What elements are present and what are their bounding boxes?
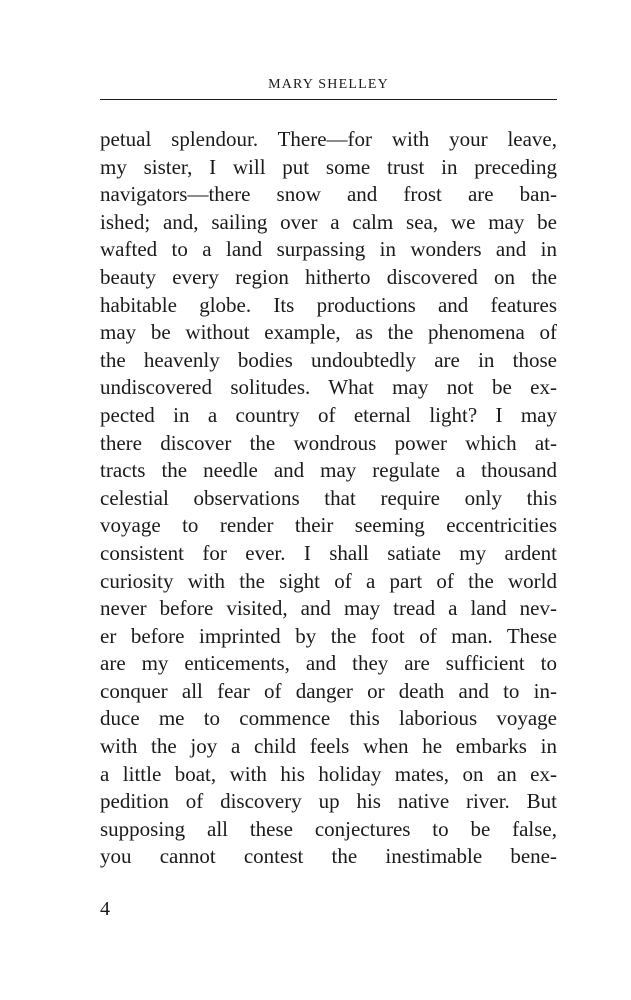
- text-line: petual splendour. There—for with your leave,: [100, 127, 557, 151]
- text-line: consistent for ever. I shall satiate my ardent: [100, 540, 557, 565]
- text-line: there discover the wondrous power which at-: [100, 430, 557, 455]
- text-line: habitable globe. Its productions and features: [100, 292, 557, 317]
- text-line: curiosity with the sight of a part of the world: [100, 568, 557, 593]
- text-line: you cannot contest the inestimable bene-: [100, 844, 557, 869]
- text-line: celestial observations that require only this: [100, 485, 557, 510]
- text-line: er before imprinted by the foot of man. These: [100, 623, 557, 648]
- text-line: pected in a country of eternal light? I may: [100, 402, 557, 427]
- text-line: ished; and, sailing over a calm sea, we may be: [100, 209, 557, 234]
- text-line: may be without example, as the phenomena of: [100, 320, 557, 345]
- text-line: conquer all fear of danger or death and to in-: [100, 678, 557, 703]
- page-number: 4: [100, 898, 110, 920]
- text-line: undiscovered solitudes. What may not be ex-: [100, 375, 557, 400]
- body-text: [100, 126, 557, 871]
- text-line: voyage to render their seeming eccentricities: [100, 513, 557, 538]
- text-line: wafted to a land surpassing in wonders and in: [100, 237, 557, 262]
- text-line: with the joy a child feels when he embarks in: [100, 734, 557, 759]
- text-line: beauty every region hitherto discovered on the: [100, 264, 557, 289]
- text-line: navigators—there snow and frost are ban-: [100, 182, 557, 207]
- text-line: my sister, I will put some trust in preceding: [100, 154, 557, 179]
- text-line: are my enticements, and they are sufficient to: [100, 651, 557, 676]
- text-line: the heavenly bodies undoubtedly are in those: [100, 347, 557, 372]
- text-line: duce me to commence this laborious voyage: [100, 706, 557, 731]
- text-line: a little boat, with his holiday mates, on an ex-: [100, 761, 557, 786]
- header-rule: [100, 99, 557, 100]
- running-head: MARY SHELLEY: [268, 77, 389, 92]
- text-line: supposing all these conjectures to be false,: [100, 816, 557, 841]
- text-line: never before visited, and may tread a land nev-: [100, 596, 557, 621]
- text-line: tracts the needle and may regulate a thousand: [100, 458, 557, 483]
- text-line: pedition of discovery up his native river. But: [100, 789, 557, 814]
